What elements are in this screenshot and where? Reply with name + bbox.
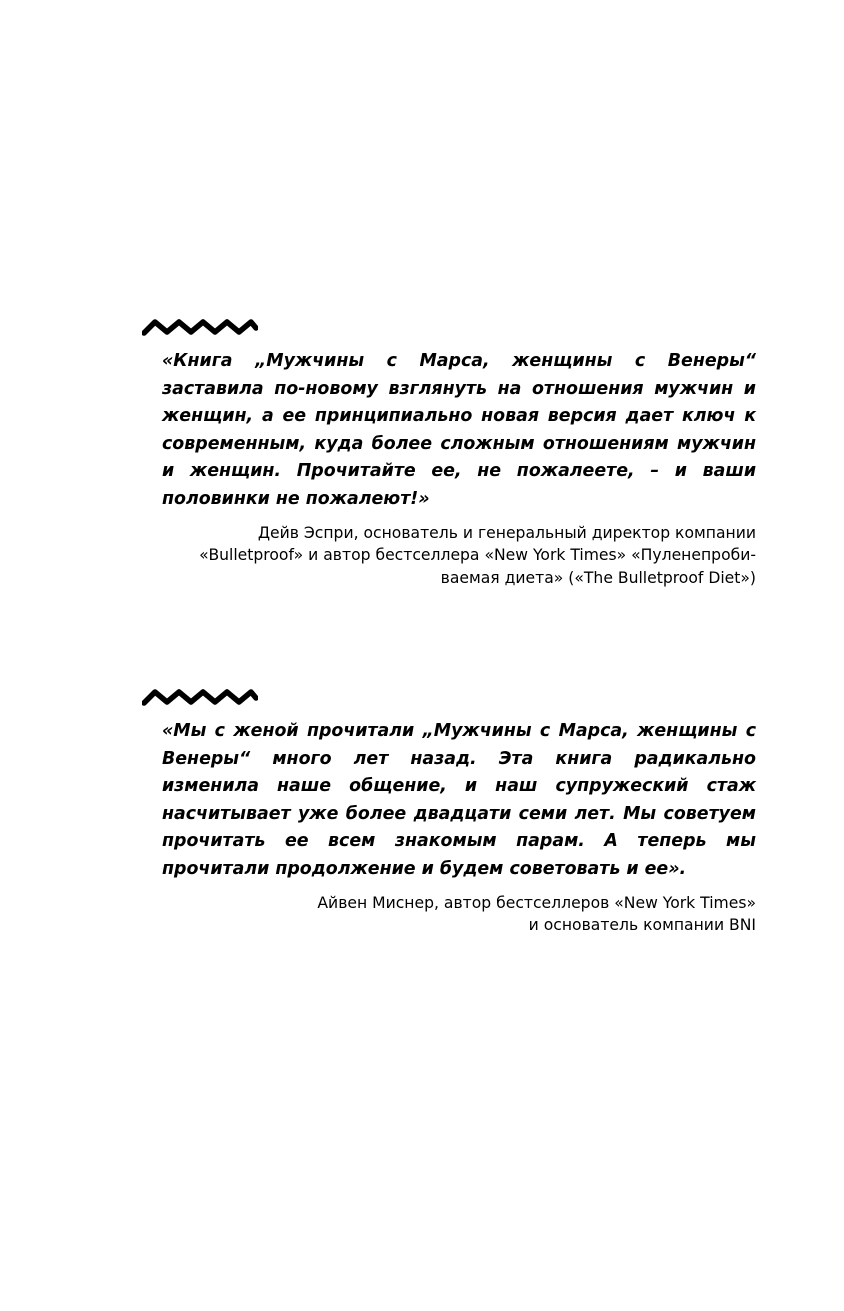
testimonial-ivan-misner: [162, 688, 756, 937]
testimonial-attribution: [162, 522, 756, 590]
attribution-line: Айвен Миснер, автор бестселлеров «New York Times»: [317, 893, 756, 912]
wavy-line-icon: [142, 688, 258, 706]
attribution-line: «Bulletproof» и автор бестселлера «New York Times» «Пуленепроби-: [199, 546, 756, 565]
testimonial-dave-asprey: [162, 318, 756, 589]
testimonial-quote: «Книга „Мужчины с Марса, женщины с Венеры“ заставила по-новому взглянуть на отношения мужчин и женщин, а ее принципиально новая версия дает ключ к современным, куда более сложным отношениям мужчин и женщин. Прочитайте ее, не пожалеете, – и ваши половинки не пожалеют!»: [162, 351, 756, 509]
testimonial-quote: «Мы с женой прочитали „Мужчины с Марса, женщины с Венеры“ много лет назад. Эта книга радикально изменила наше общение, и наш супружеский стаж насчитывает уже более двадцати семи лет. Мы советуем прочитать ее всем знакомым парам. А теперь мы прочитали продолжение и будем советовать и ее».: [162, 721, 756, 879]
attribution-line: Дейв Эспри, основатель и генеральный директор компании: [257, 523, 756, 542]
attribution-line: ваемая диета» («The Bulletproof Diet»): [440, 568, 756, 587]
wavy-line-icon: [142, 318, 258, 336]
testimonial-attribution: [162, 892, 756, 937]
attribution-line: и основатель компании BNI: [528, 916, 756, 935]
